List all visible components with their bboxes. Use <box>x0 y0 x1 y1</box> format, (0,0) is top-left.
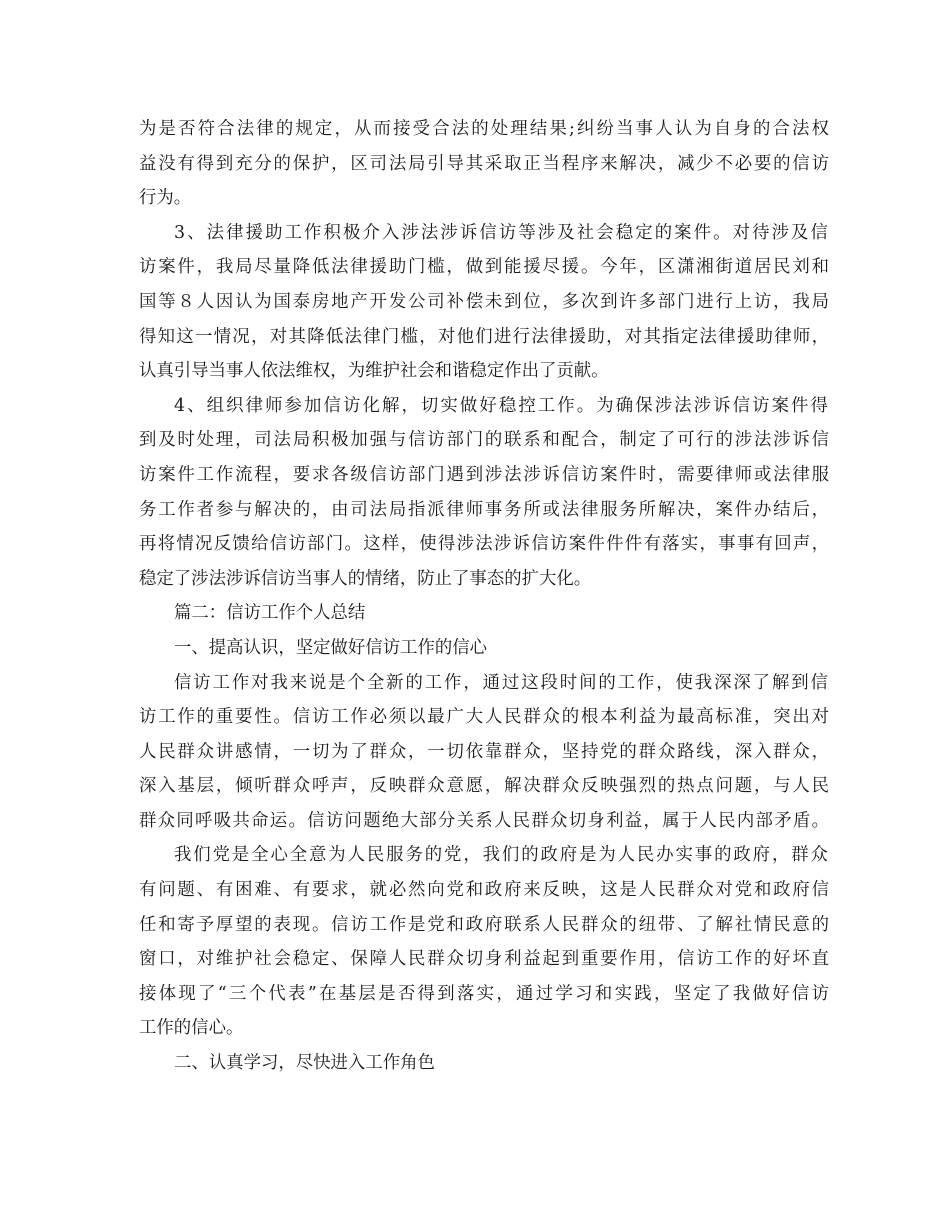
text-line: 有问题、有困难、有要求，就必然向党和政府来反映，这是人民群众对党和政府信 <box>139 880 829 901</box>
text-line: 人民群众讲感情，一切为了群众，一切依靠群众，坚持党的群众路线，深入群众， <box>139 741 829 762</box>
list-item-3: 3、法律援助工作积极介入涉法涉诉信访等涉及社会稳定的案件。对待涉及信 <box>174 222 829 243</box>
text-line: 窗口，对维护社会稳定、保障人民群众切身利益起到重要作用，信访工作的好坏直 <box>139 949 829 970</box>
text-line: 接体现了“三个代表”在基层是否得到落实，通过学习和实践，坚定了我做好信访 <box>139 983 829 1004</box>
text-line: 群众同呼吸共命运。信访问题绝大部分关系人民群众切身利益，属于人民内部矛盾。 <box>139 810 829 831</box>
subsection-heading-1: 一、提高认识，坚定做好信访工作的信心 <box>174 637 488 658</box>
subsection-heading-2: 二、认真学习，尽快进入工作角色 <box>174 1053 435 1074</box>
text-line: 访工作的重要性。信访工作必须以最广大人民群众的根本利益为最高标准，突出对 <box>139 707 829 728</box>
list-item-4: 4、组织律师参加信访化解，切实做好稳控工作。为确保涉法涉诉信访案件得 <box>174 395 829 416</box>
paragraph-start: 信访工作对我来说是个全新的工作，通过这段时间的工作，使我深深了解到信 <box>174 672 829 693</box>
text-line: 务工作者参与解决的，由司法局指派律师事务所或法律服务所解决，案件办结后， <box>139 499 829 520</box>
text-line: 访案件，我局尽量降低法律援助门槛，做到能援尽援。今年，区潇湘街道居民刘和 <box>139 257 829 278</box>
text-line: 工作的信心。 <box>139 1018 244 1039</box>
text-line: 稳定了涉法涉诉信访当事人的情绪，防止了事态的扩大化。 <box>139 568 592 589</box>
text-line: 国等８人因认为国泰房地产开发公司补偿未到位，多次到许多部门进行上访，我局 <box>139 291 829 312</box>
text-line: 认真引导当事人依法维权，为维护社会和谐稳定作出了贡献。 <box>139 361 609 382</box>
text-line: 益没有得到充分的保护，区司法局引导其采取正当程序来解决，减少不必要的信访 <box>139 153 829 174</box>
text-line: 深入基层，倾听群众呼声，反映群众意愿，解决群众反映强烈的热点问题，与人民 <box>139 776 829 797</box>
text-line: 再将情况反馈给信访部门。这样，使得涉法涉诉信访案件件件有落实，事事有回声， <box>139 534 829 555</box>
section-title: 篇二：信访工作个人总结 <box>174 603 366 624</box>
text-line: 到及时处理，司法局积极加强与信访部门的联系和配合，制定了可行的涉法涉诉信 <box>139 430 829 451</box>
text-line: 为是否符合法律的规定，从而接受合法的处理结果;纠纷当事人认为自身的合法权 <box>139 119 829 139</box>
text-line: 行为。 <box>139 188 192 209</box>
text-line: 访案件工作流程，要求各级信访部门遇到涉法涉诉信访案件时，需要律师或法律服 <box>139 464 829 485</box>
text-line: 得知这一情况，对其降低法律门槛，对他们进行法律援助，对其指定法律援助律师， <box>139 326 829 347</box>
text-line: 任和寄予厚望的表现。信访工作是党和政府联系人民群众的纽带、了解社情民意的 <box>139 914 829 935</box>
paragraph-start: 我们党是全心全意为人民服务的党，我们的政府是为人民办实事的政府，群众 <box>174 845 829 866</box>
document-page <box>139 112 829 1081</box>
